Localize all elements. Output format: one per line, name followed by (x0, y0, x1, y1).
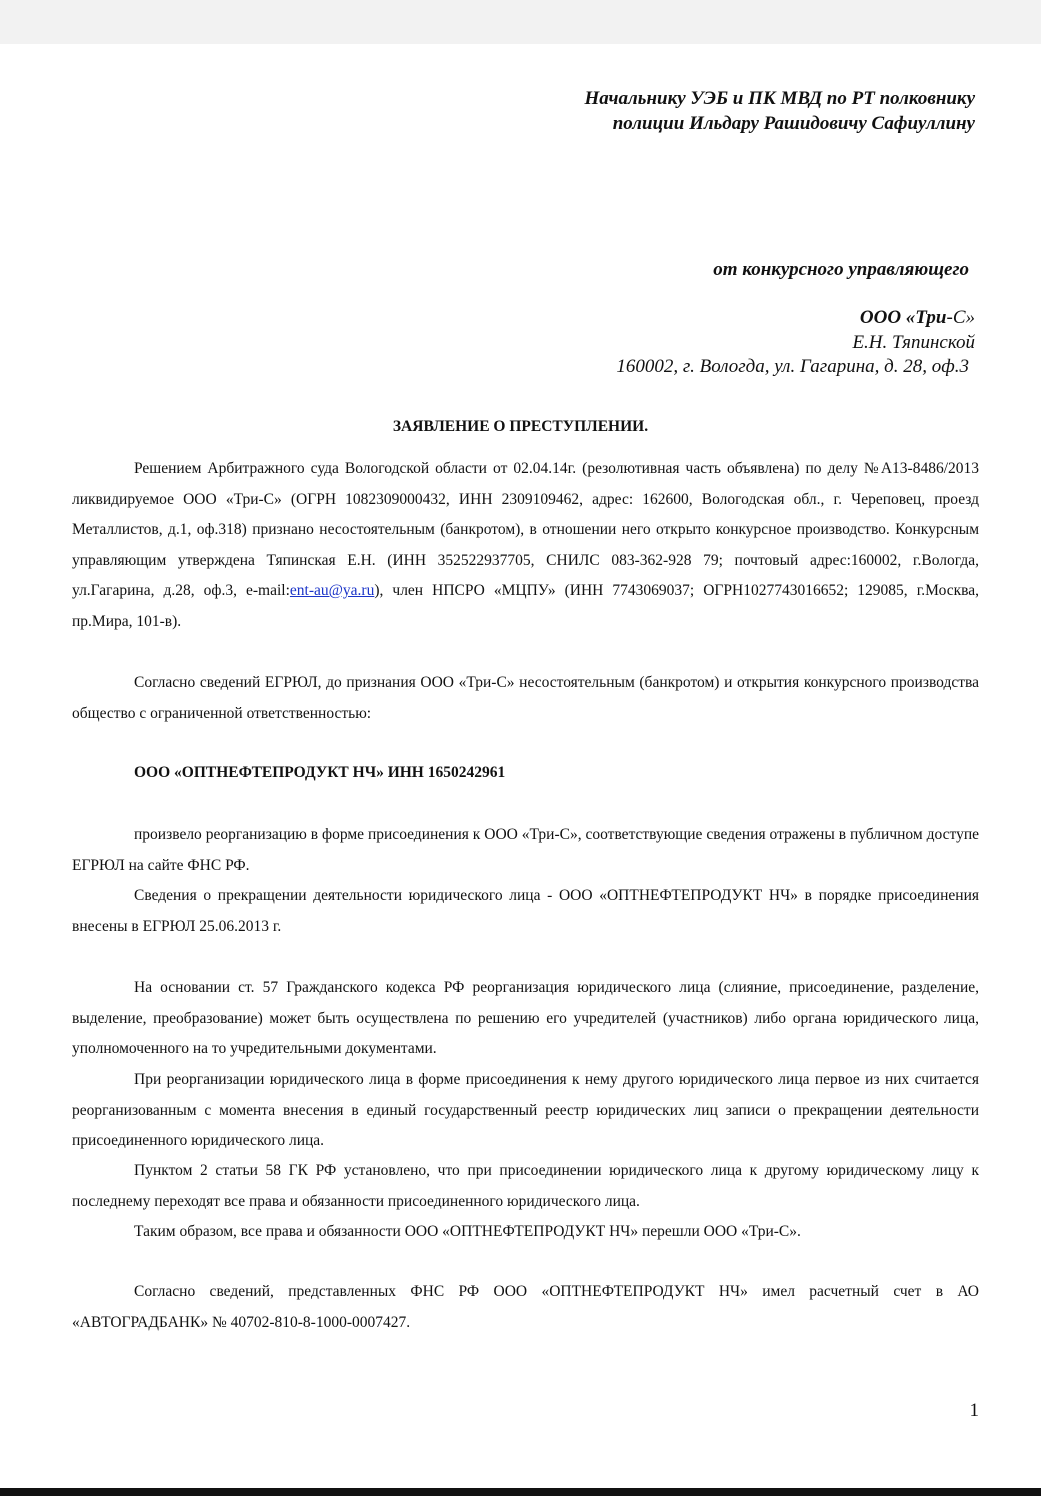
company-line: ООО «ОПТНЕФТЕПРОДУКТ НЧ» ИНН 1650242961 (134, 764, 506, 781)
paragraph-1-tail: ), член НПСРО «МЦПУ» (ИНН 7743069037; ОГРН1027743016652; 129085, г.Москва, пр.Мира, 101-в). (72, 582, 979, 630)
page-number: 1 (969, 1400, 979, 1421)
paragraph-4: Сведения о прекращении деятельности юридического лица - ООО «ОПТНЕФТЕПРОДУКТ НЧ» в порядке присоединения внесены в ЕГРЮЛ 25.06.2013 г. (72, 887, 979, 935)
paragraph-6: При реорганизации юридического лица в форме присоединения к нему другого юридического лица первое из них считается реорганизованным с момента внесения в единый государственный реестр юридических лиц записи о прекращении деятельности присоединенного юридического лица. (72, 1071, 979, 1149)
sender-organization (860, 305, 975, 330)
sender-org-prefix: ООО «Три (859, 307, 947, 328)
addressee-line-2: полиции Ильдару Рашидовичу Сафиуллину (612, 113, 975, 134)
paragraph-8: Таким образом, все права и обязанности ООО «ОПТНЕФТЕПРОДУКТ НЧ» перешли ООО «Три-С». (134, 1223, 801, 1240)
paragraph-9: Согласно сведений, представленных ФНС РФ ООО «ОПТНЕФТЕПРОДУКТ НЧ» имел расчетный счет в АО «АВТОГРАДБАНК» № 40702-810-8-1000-0007427. (72, 1283, 979, 1331)
paragraph-1-text: Решением Арбитражного суда Вологодской области от 02.04.14г. (резолютивная часть объявлена) по делу №А13-8486/2013 ликвидируемое ООО «Три-С» (ОГРН 1082309000432, ИНН 2309109462, адрес: 162600, Вологодская обл., г. Череповец, проезд Металлистов, д.1, оф.318) признано несостоятельным (банкротом), в отношении него открыто конкурсное производство. Конкурсным управляющим утверждена Тяпинская Е.Н. (ИНН 352522937705, СНИЛС 083-362-928 79; почтовый адрес:160002, г.Вологда, ул.Гагарина, д.28, оф.3, e-mail: (72, 460, 979, 599)
bottom-bar (0, 1488, 1041, 1496)
paragraph-5: На основании ст. 57 Гражданского кодекса РФ реорганизация юридического лица (слияние, присоединение, разделение, выделение, преобразование) может быть осуществлена по решению его учредителей (участников) либо органа юридического лица, уполномоченного на то учредительными документами. (72, 979, 979, 1057)
sender-address: 160002, г. Вологда, ул. Гагарина, д. 28, оф.3 (616, 356, 969, 377)
paragraph-2: Согласно сведений ЕГРЮЛ, до признания ООО «Три-С» несостоятельным (банкротом) и открытия конкурсного производства общество с ограниченной ответственностью: (72, 674, 979, 722)
sender-from-label: от конкурсного управляющего (713, 259, 969, 280)
email-link[interactable]: ent-au@ya.ru (289, 582, 375, 599)
addressee-line-1: Начальнику УЭБ и ПК МВД по РТ полковнику (584, 88, 975, 109)
sender-name: Е.Н. Тяпинской (852, 332, 975, 353)
sender-org-suffix: -С» (946, 307, 975, 328)
paragraph-3: произвело реорганизацию в форме присоединения к ООО «Три-С», соответствующие сведения отражены в публичном доступе ЕГРЮЛ на сайте ФНС РФ. (72, 826, 979, 874)
paragraph-1 (72, 454, 979, 637)
top-bar (0, 0, 1041, 44)
paragraph-7: Пунктом 2 статьи 58 ГК РФ установлено, что при присоединении юридического лица к другому юридическому лицу к последнему переходят все права и обязанности присоединенного юридического лица. (72, 1162, 979, 1210)
document-title: ЗАЯВЛЕНИЕ О ПРЕСТУПЛЕНИИ. (392, 418, 649, 435)
